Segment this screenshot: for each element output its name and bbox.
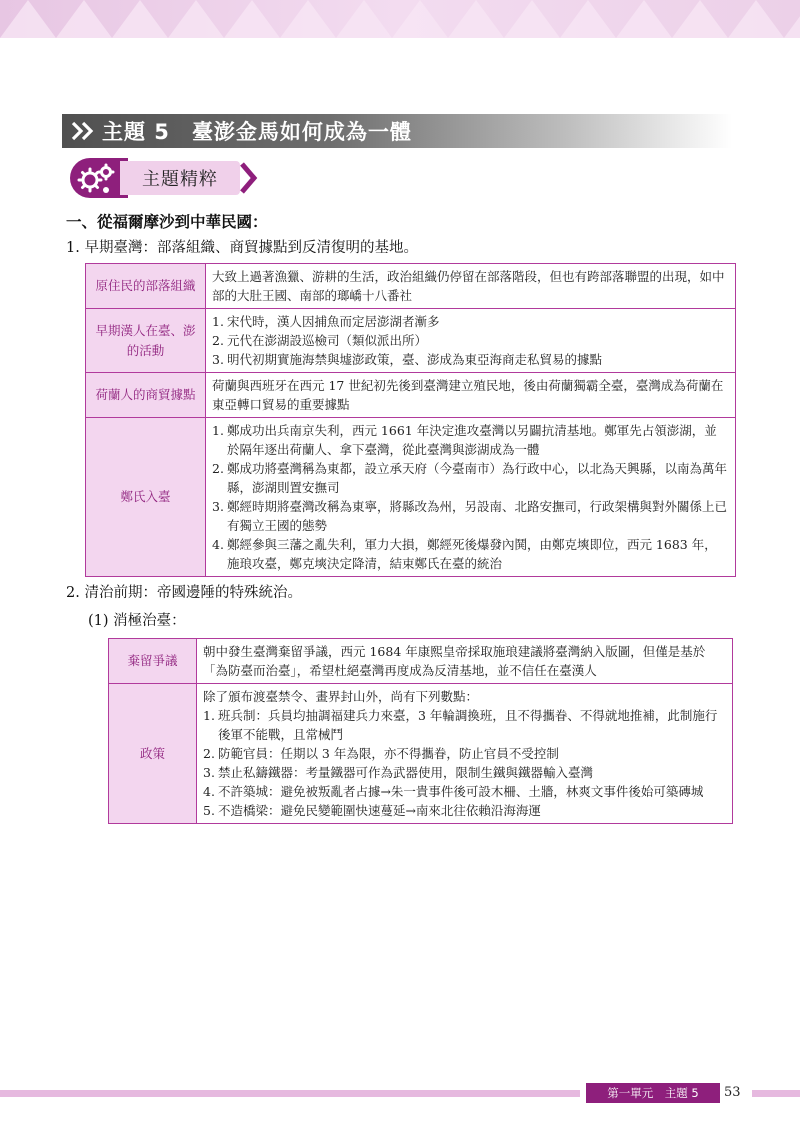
- table-row: [109, 639, 733, 684]
- list-text: 防範官員：任期以 3 年為限，亦不得攜眷，防止官員不受控制: [217, 746, 559, 761]
- list-item: [203, 687, 726, 706]
- row-heading: 政策: [109, 684, 197, 824]
- footer-rule-right: [752, 1090, 800, 1097]
- list-number: 1.: [212, 314, 224, 329]
- list-number: 3.: [212, 352, 224, 367]
- list-item: [212, 312, 729, 331]
- row-content: [197, 684, 733, 824]
- table-row: [86, 264, 736, 309]
- row-content: [206, 373, 736, 418]
- chevron-right-icon: [238, 160, 262, 196]
- list-number: 1.: [212, 423, 224, 438]
- list-item: [203, 801, 726, 820]
- list-item: [212, 376, 729, 414]
- list-number: 3.: [203, 765, 215, 780]
- item-early-taiwan: 1. 早期臺灣：部落組織、商貿據點到反清復明的基地。: [66, 240, 418, 256]
- topic-header-bar: [62, 114, 732, 148]
- row-content: [197, 639, 733, 684]
- list-number: 3.: [212, 499, 224, 514]
- row-heading: 鄭氏入臺: [86, 418, 206, 577]
- row-heading: 早期漢人在臺、澎的活動: [86, 309, 206, 373]
- list-item: [203, 763, 726, 782]
- list-item: [212, 350, 729, 369]
- table-row: [86, 309, 736, 373]
- section-heading: 一、從福爾摩沙到中華民國：: [66, 213, 268, 231]
- list-item: [203, 782, 726, 801]
- page-number: 53: [724, 1085, 741, 1100]
- list-item: [203, 706, 726, 744]
- list-text: 荷蘭與西班牙在西元 17 世紀初先後到臺灣建立殖民地，後由荷蘭獨霸全臺，臺灣成為荷蘭在東亞轉口貿易的重要據點: [212, 378, 724, 412]
- table-row: [86, 373, 736, 418]
- badge-label: 主題精粹: [142, 169, 218, 190]
- list-text: 鄭成功將臺灣稱為東都，設立承天府（今臺南市）為行政中心，以北為天興縣，以南為萬年縣，澎湖則置安撫司: [226, 461, 727, 495]
- list-item: [212, 497, 729, 535]
- list-number: 4.: [203, 784, 215, 799]
- row-content: [206, 309, 736, 373]
- row-heading: 棄留爭議: [109, 639, 197, 684]
- list-item: [212, 459, 729, 497]
- list-item: [212, 535, 729, 573]
- row-heading: 荷蘭人的商貿據點: [86, 373, 206, 418]
- double-chevron-icon: [70, 120, 96, 142]
- row-heading: 原住民的部落組織: [86, 264, 206, 309]
- list-text: 禁止私鑄鐵器：考量鐵器可作為武器使用，限制生鐵與鐵器輸入臺灣: [217, 765, 593, 780]
- list-number: 2.: [212, 333, 224, 348]
- list-number: 4.: [212, 537, 224, 552]
- footer-rule: [0, 1090, 580, 1097]
- list-text: 班兵制：兵員均抽調福建兵力來臺，3 年輪調換班，且不得攜眷、不得就地推補，此制施行後軍不能戰，且常械鬥: [217, 708, 718, 742]
- list-number: 2.: [212, 461, 224, 476]
- top-decorative-band: [0, 0, 800, 38]
- topic-number: 主題 5: [102, 120, 170, 144]
- list-text: 大致上過著漁獵、游耕的生活，政治組織仍停留在部落階段，但也有跨部落聯盟的出現，如中部的大肚王國、南部的瑯嶠十八番社: [212, 269, 725, 303]
- list-text: 除了頒布渡臺禁令、畫界封山外，尚有下列數點：: [203, 689, 479, 704]
- row-content: [206, 418, 736, 577]
- list-number: 5.: [203, 803, 215, 818]
- early-taiwan-table: [85, 263, 736, 577]
- list-text: 明代初期實施海禁與墟澎政策，臺、澎成為東亞海商走私貿易的據點: [226, 352, 602, 367]
- list-item: [212, 421, 729, 459]
- list-item: [212, 267, 729, 305]
- list-text: 鄭經參與三藩之亂失利，軍力大損，鄭經死後爆發內鬨，由鄭克塽即位，西元 1683 年，施琅攻臺，鄭克塽決定降清，結束鄭氏在臺的統治: [226, 537, 717, 571]
- list-text: 不許築城：避免被叛亂者占據→朱一貴事件後可設木柵、土牆，林爽文事件後始可築磚城: [217, 784, 704, 799]
- list-item: [203, 642, 726, 680]
- list-text: 鄭成功出兵南京失利，西元 1661 年決定進攻臺灣以另闢抗清基地。鄭軍先占領澎湖，並於隔年逐出荷蘭人、拿下臺灣，從此臺灣與澎湖成為一體: [226, 423, 717, 457]
- footer-unit-tag: 第一單元 主題 5: [586, 1083, 720, 1103]
- table-row: [86, 418, 736, 577]
- list-text: 不造橋梁：避免民變範圍快速蔓延→南來北往依賴沿海海運: [217, 803, 541, 818]
- topic-title: 臺澎金馬如何成為一體: [191, 120, 412, 144]
- list-number: 1.: [203, 708, 215, 723]
- list-text: 朝中發生臺灣棄留爭議，西元 1684 年康熙皇帝採取施琅建議將臺灣納入版圖，但僅是基於「為防臺而治臺」，希望杜絕臺灣再度成為反清基地，並不信任在臺漢人: [203, 644, 706, 678]
- section-badge: [70, 158, 260, 198]
- badge-label-box: [120, 161, 240, 195]
- list-item: [203, 744, 726, 763]
- list-item: [212, 331, 729, 350]
- sub-item-passive-rule: (1) 消極治臺：: [88, 613, 186, 629]
- passive-rule-table: [108, 638, 733, 824]
- list-text: 元代在澎湖設巡檢司（類似派出所）: [226, 333, 427, 348]
- table-row: [109, 684, 733, 824]
- row-content: [206, 264, 736, 309]
- list-text: 鄭經時期將臺灣改稱為東寧，將縣改為州，另設南、北路安撫司，行政架構與對外關係上已有獨立王國的態勢: [226, 499, 727, 533]
- list-text: 宋代時，漢人因捕魚而定居澎湖者漸多: [226, 314, 440, 329]
- triangle-pattern-icon: [0, 0, 800, 38]
- item-early-qing: 2. 清治前期：帝國邊陲的特殊統治。: [66, 585, 302, 601]
- list-number: 2.: [203, 746, 215, 761]
